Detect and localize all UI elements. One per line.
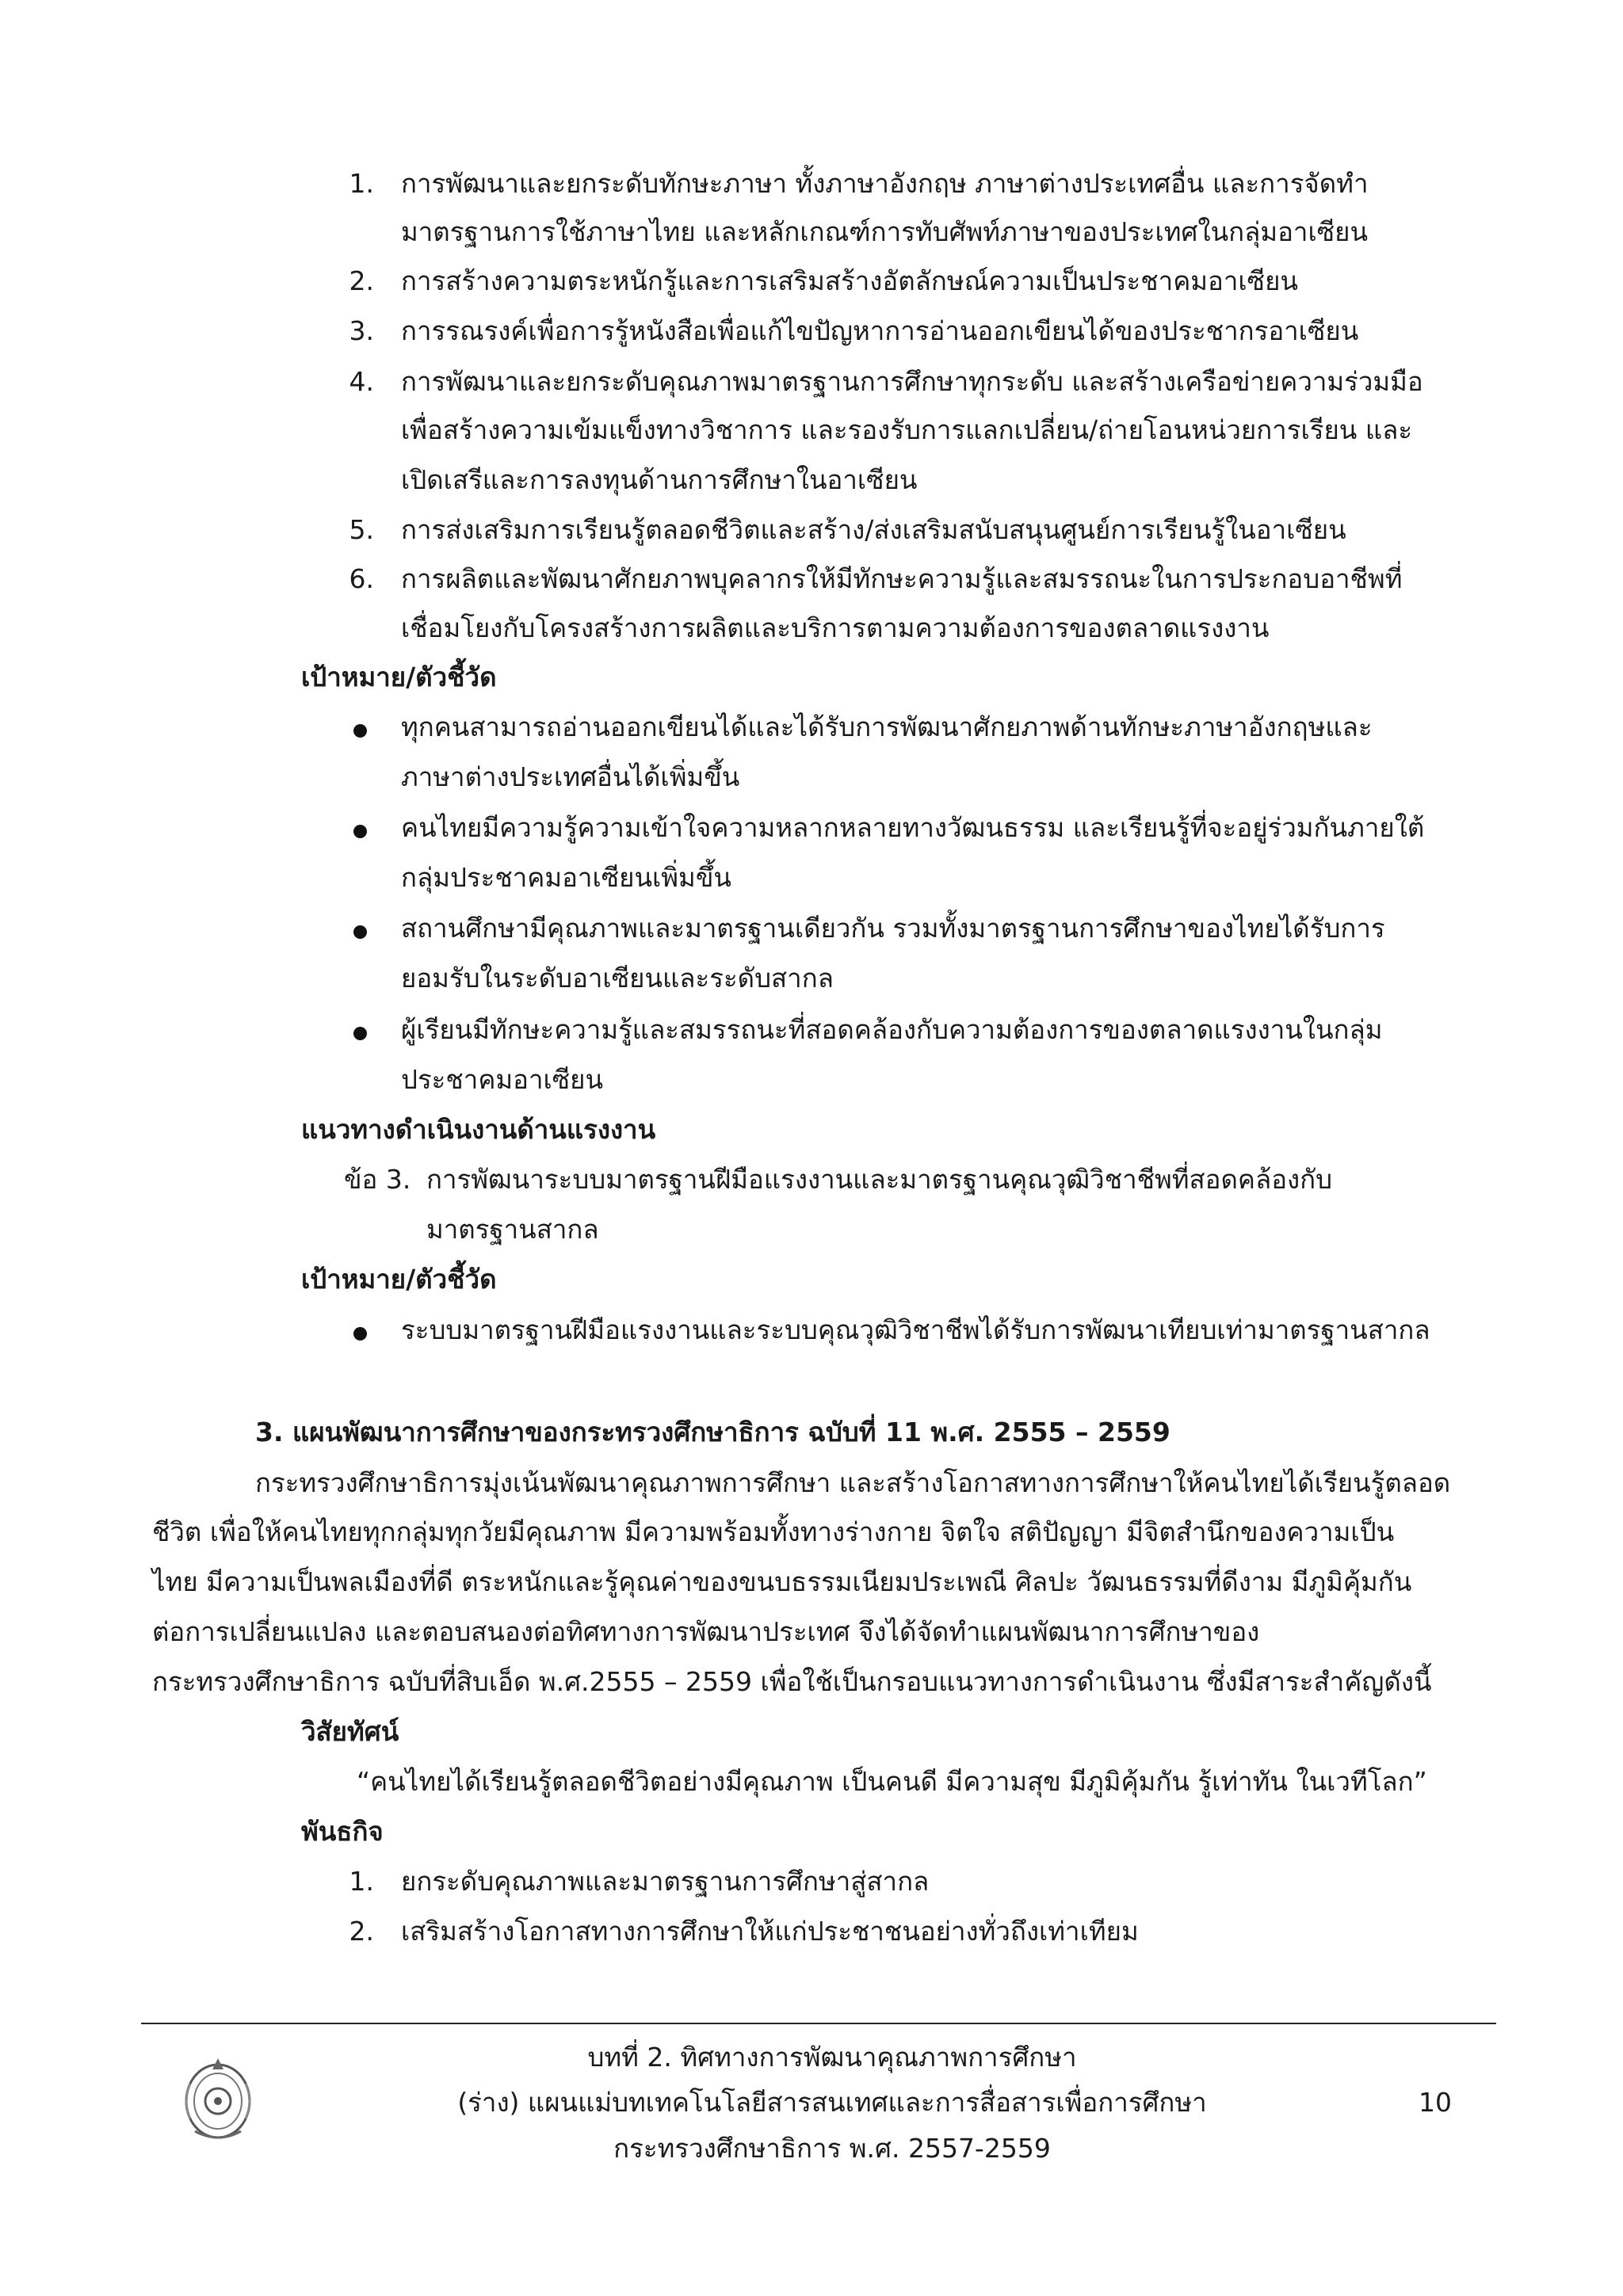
list-item-text: การสร้างความตระหนักรู้และการเสริมสร้างอัตลักษณ์ความเป็นประชาคมอาเซียน bbox=[401, 265, 1298, 296]
bullet-text: ผู้เรียนมีทักษะความรู้และสมรรถนะที่สอดคล้องกับความต้องการของตลาดแรงงานในกลุ่ม bbox=[401, 1014, 1383, 1045]
bullet-icon bbox=[353, 825, 367, 838]
bullet-text: ระบบมาตรฐานฝีมือแรงงานและระบบคุณวุฒิวิชาชีพได้รับการพัฒนาเทียบเท่ามาตรฐานสากล bbox=[401, 1314, 1430, 1345]
mission-item-text: ยกระดับคุณภาพและมาตรฐานการศึกษาสู่สากล bbox=[401, 1866, 930, 1897]
footer-document-title: (ร่าง) แผนแม่บทเทคโนโลยีสารสนเทศและการสื่อสารเพื่อการศึกษา bbox=[457, 2087, 1207, 2118]
paragraph-line: กระทรวงศึกษาธิการมุ่งเน้นพัฒนาคุณภาพการศึกษา และสร้างโอกาสทางการศึกษาให้คนไทยได้เรียนรู้ตลอด bbox=[255, 1467, 1451, 1498]
bullet-icon bbox=[353, 1027, 367, 1040]
bullet-icon bbox=[353, 925, 367, 939]
labor-item-text: มาตรฐานสากล bbox=[426, 1214, 599, 1245]
bullet-text: กลุ่มประชาคมอาเซียนเพิ่มขึ้น bbox=[401, 862, 731, 893]
footer-ministry: กระทรวงศึกษาธิการ พ.ศ. 2557-2559 bbox=[613, 2133, 1051, 2164]
mission-item-text: เสริมสร้างโอกาสทางการศึกษาให้แก่ประชาชนอย่างทั่วถึงเท่าเทียม bbox=[401, 1916, 1139, 1947]
paragraph-line: ไทย มีความเป็นพลเมืองที่ดี ตระหนักและรู้คุณค่าของขนบธรรมเนียมประเพณี ศิลปะ วัฒนธรรมที่ดีงาม มีภูมิคุ้มกัน bbox=[152, 1566, 1412, 1597]
mission-item-number: 1. bbox=[349, 1866, 374, 1897]
bullet-text: ภาษาต่างประเทศอื่นได้เพิ่มขึ้น bbox=[401, 761, 740, 792]
paragraph-line: กระทรวงศึกษาธิการ ฉบับที่สิบเอ็ด พ.ศ.2555 – 2559 เพื่อใช้เป็นกรอบแนวทางการดำเนินงาน ซึ่งมีสาระสำคัญดังนี้ bbox=[152, 1666, 1432, 1697]
mission-item-number: 2. bbox=[349, 1916, 374, 1947]
bullet-icon bbox=[353, 724, 367, 738]
labor-item-text: การพัฒนาระบบมาตรฐานฝีมือแรงงานและมาตรฐานคุณวุฒิวิชาชีพที่สอดคล้องกับ bbox=[426, 1164, 1333, 1195]
heading-labor: แนวทางดำเนินงานด้านแรงงาน bbox=[301, 1114, 656, 1145]
list-item-number: 4. bbox=[349, 366, 374, 397]
list-item-text: เปิดเสรีและการลงทุนด้านการศึกษาในอาเซียน bbox=[401, 464, 918, 495]
bullet-text: คนไทยมีความรู้ความเข้าใจความหลากหลายทางวัฒนธรรม และเรียนรู้ที่จะอยู่ร่วมกันภายใต้ bbox=[401, 812, 1425, 843]
bullet-text: ยอมรับในระดับอาเซียนและระดับสากล bbox=[401, 963, 834, 994]
bullet-text: ประชาคมอาเซียน bbox=[401, 1064, 604, 1095]
list-item-text: การพัฒนาและยกระดับทักษะภาษา ทั้งภาษาอังกฤษ ภาษาต่างประเทศอื่น และการจัดทำ bbox=[401, 168, 1369, 199]
list-item-text: การรณรงค์เพื่อการรู้หนังสือเพื่อแก้ไขปัญหาการอ่านออกเขียนได้ของประชากรอาเซียน bbox=[401, 315, 1359, 346]
paragraph-line: ชีวิต เพื่อให้คนไทยทุกกลุ่มทุกวัยมีคุณภาพ มีความพร้อมทั้งทางร่างกาย จิตใจ สติปัญญา มีจิตสำนึกของความเป็น bbox=[152, 1516, 1395, 1547]
list-item-text: การส่งเสริมการเรียนรู้ตลอดชีวิตและสร้าง/ส่งเสริมสนับสนุนศูนย์การเรียนรู้ในอาเซียน bbox=[401, 514, 1346, 545]
list-item-text: การพัฒนาและยกระดับคุณภาพมาตรฐานการศึกษาทุกระดับ และสร้างเครือข่ายความร่วมมือ bbox=[401, 366, 1423, 397]
list-item-number: 2. bbox=[349, 265, 374, 296]
labor-item-number: ข้อ 3. bbox=[344, 1164, 411, 1195]
bullet-icon bbox=[353, 1327, 367, 1341]
list-item-number: 1. bbox=[349, 168, 374, 199]
list-item-text: การผลิตและพัฒนาศักยภาพบุคลากรให้มีทักษะความรู้และสมรรถนะในการประกอบอาชีพที่ bbox=[401, 563, 1403, 594]
list-item-number: 6. bbox=[349, 563, 374, 594]
vision-text: “คนไทยได้เรียนรู้ตลอดชีวิตอย่างมีคุณภาพ เป็นคนดี มีความสุข มีภูมิคุ้มกัน รู้เท่าทัน ในเวทีโลก” bbox=[357, 1766, 1427, 1797]
heading-targets: เป้าหมาย/ตัวชี้วัด bbox=[301, 662, 497, 692]
bullet-text: ทุกคนสามารถอ่านออกเขียนได้และได้รับการพัฒนาศักยภาพด้านทักษะภาษาอังกฤษและ bbox=[401, 711, 1373, 742]
section-title: 3. แผนพัฒนาการศึกษาของกระทรวงศึกษาธิการ ฉบับที่ 11 พ.ศ. 2555 – 2559 bbox=[255, 1417, 1170, 1447]
list-item-text: เชื่อมโยงกับโครงสร้างการผลิตและบริการตามความต้องการของตลาดแรงงาน bbox=[401, 612, 1270, 643]
page-number: 10 bbox=[1419, 2087, 1452, 2118]
list-item-number: 3. bbox=[349, 315, 374, 346]
list-item-text: มาตรฐานการใช้ภาษาไทย และหลักเกณฑ์การทับศัพท์ภาษาของประเทศในกลุ่มอาเซียน bbox=[401, 216, 1369, 247]
bullet-text: สถานศึกษามีคุณภาพและมาตรฐานเดียวกัน รวมทั้งมาตรฐานการศึกษาของไทยได้รับการ bbox=[401, 913, 1385, 944]
ministry-seal-icon bbox=[179, 2052, 257, 2145]
footer-divider bbox=[141, 2023, 1496, 2024]
footer-chapter: บทที่ 2. ทิศทางการพัฒนาคุณภาพการศึกษา bbox=[587, 2042, 1077, 2073]
list-item-text: เพื่อสร้างความเข้มแข็งทางวิชาการ และรองรับการแลกเปลี่ยน/ถ่ายโอนหน่วยการเรียน และ bbox=[401, 414, 1413, 445]
paragraph-line: ต่อการเปลี่ยนแปลง และตอบสนองต่อทิศทางการพัฒนาประเทศ จึงได้จัดทำแผนพัฒนาการศึกษาของ bbox=[152, 1616, 1260, 1647]
list-item-number: 5. bbox=[349, 514, 374, 545]
heading-targets: เป้าหมาย/ตัวชี้วัด bbox=[301, 1264, 497, 1295]
heading-mission: พันธกิจ bbox=[301, 1816, 384, 1847]
heading-vision: วิสัยทัศน์ bbox=[301, 1716, 399, 1747]
